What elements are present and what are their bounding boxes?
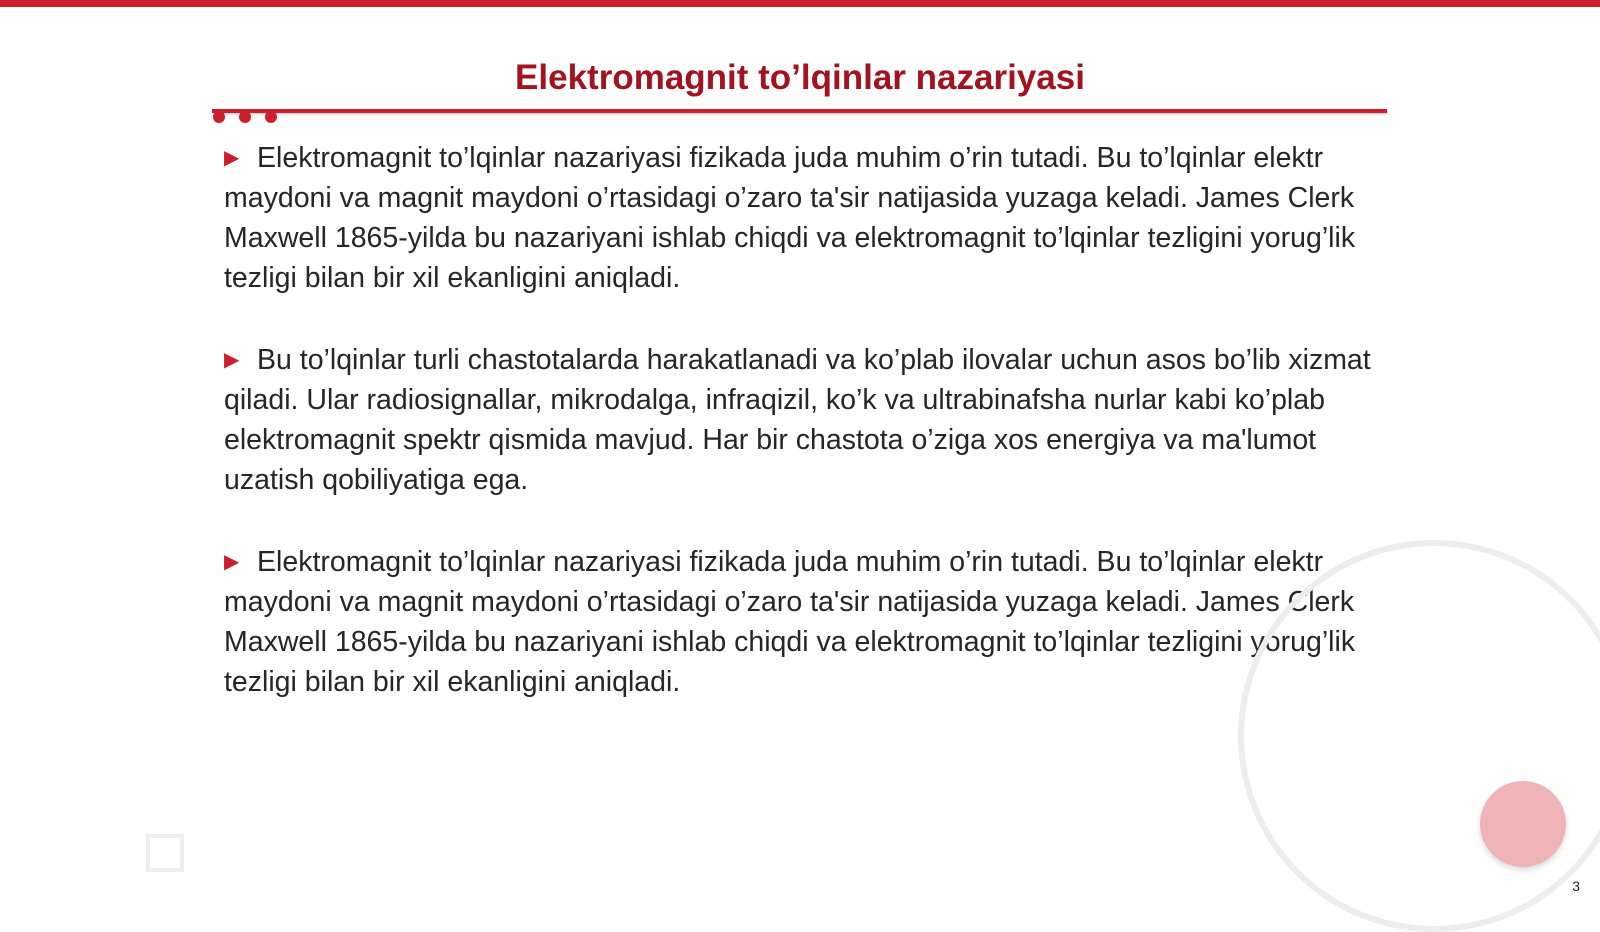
title-underline (212, 109, 1387, 113)
bullet-paragraph-2 (224, 340, 1374, 500)
slide-title: Elektromagnit to’lqinlar nazariyasi (515, 58, 1085, 97)
decorative-ring (1238, 540, 1600, 932)
bullet-paragraph-3 (224, 542, 1374, 702)
paragraph-text: Bu to’lqinlar turli chastotalarda harakatlanadi va ko’plab ilovalar uchun asos bo’lib xizmat qiladi. Ular radiosignallar, mikrodalga, infraqizil, ko’k va ultrabinafsha nurlar kabi ko’plab elektromagnit spektr qismida mavjud. Har bir chastota o’ziga xos energiya va ma'lumot uzatish qobiliyatiga ega. (224, 344, 1371, 496)
bullet-arrow-icon: ▶ (224, 551, 240, 573)
page-number: 3 (1572, 878, 1580, 894)
decor-dot-2 (239, 111, 251, 123)
decor-dot-3 (265, 111, 277, 123)
bullet-arrow-icon: ▶ (224, 147, 240, 169)
paragraph-text: Elektromagnit to’lqinlar nazariyasi fizikada juda muhim o’rin tutadi. Bu to’lqinlar elektr maydoni va magnit maydoni o’rtasidagi o’zaro ta'sir natijasida yuzaga keladi. James Clerk Maxwell 1865-yilda bu nazariyani ishlab chiqdi va elektromagnit to’lqinlar tezligini yorug’lik tezligi bilan bir xil ekanligini aniqladi. (224, 546, 1356, 698)
decorative-circle (1480, 781, 1566, 867)
paragraph-text: Elektromagnit to’lqinlar nazariyasi fizikada juda muhim o’rin tutadi. Bu to’lqinlar elektr maydoni va magnit maydoni o’rtasidagi o’zaro ta'sir natijasida yuzaga keladi. James Clerk Maxwell 1865-yilda bu nazariyani ishlab chiqdi va elektromagnit to’lqinlar tezligini yorug’lik tezligi bilan bir xil ekanligini aniqladi. (224, 142, 1356, 294)
decorative-square (146, 834, 184, 872)
slide-content (224, 138, 1374, 744)
bullet-paragraph-1 (224, 138, 1374, 298)
decor-dot-1 (213, 111, 225, 123)
bullet-arrow-icon: ▶ (224, 349, 240, 371)
top-accent-bar (0, 0, 1600, 7)
